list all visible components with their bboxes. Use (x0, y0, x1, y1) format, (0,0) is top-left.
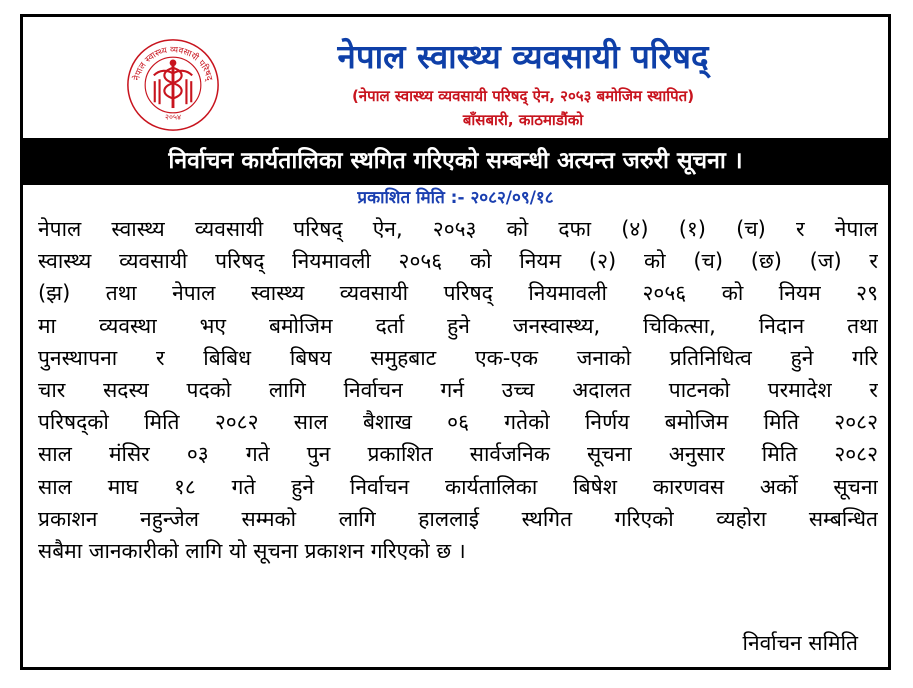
notice-body-line: नेपाल स्वास्थ्य व्यवसायी परिषद् ऐन, २०५३ को दफा (४) (१) (च) र नेपाल (38, 217, 878, 241)
notice-body-line: मा व्यवस्था भए बमोजिम दर्ता हुने जनस्वास्थ्य, चिकित्सा, निदान तथा (38, 313, 878, 338)
published-date: प्रकाशित मिति :- २०८२/०९/१८ (357, 188, 554, 208)
council-logo-icon (125, 37, 221, 133)
notice-body-line: प्रकाशन नहुन्जेल सम्मको लागि हाललाई स्थगित गरिएको व्यहोरा सम्बन्धित (38, 506, 878, 531)
notice-body-line: परिषद्को मिति २०८२ साल बैशाख ०६ गतेको निर्णय बमोजिम मिति २०८२ (38, 410, 878, 435)
signature-committee: निर्वाचन समिति (742, 631, 858, 655)
organization-name: नेपाल स्वास्थ्य व्यवसायी परिषद् (337, 37, 709, 76)
notice-body (38, 213, 878, 567)
notice-body-line: (झ) तथा नेपाल स्वास्थ्य व्यवसायी परिषद् नियमावली २०५६ को नियम २९ (38, 281, 878, 306)
organization-location: बाँसबारी, काठमाडौंको (462, 111, 584, 129)
notice-title: निर्वाचन कार्यतालिका स्थगित गरिएको सम्बन्धी अत्यन्त जरुरी सूचना । (168, 148, 743, 174)
notice-body-line: पुनस्थापना र बिबिध बिषय समुहबाट एक-एक जनाको प्रतिनिधित्व हुने गरि (38, 345, 878, 370)
notice-title-banner (23, 138, 888, 185)
notice-body-line: सबैमा जानकारीको लागि यो सूचना प्रकाशन गरिएको छ । (38, 538, 466, 563)
notice-body-line: साल माघ १८ गते हुने निर्वाचन कार्यतालिका बिषेश कारणवस अर्को सूचना (38, 474, 878, 499)
notice-body-line: स्वास्थ्य व्यवसायी परिषद् नियमावली २०५६ को नियम (२) को (च) (छ) (ज) र (38, 249, 878, 274)
notice-frame (20, 14, 891, 670)
notice-body-line: साल मंसिर ०३ गते पुन प्रकाशित सार्वजनिक सूचना अनुसार मिति २०८२ (38, 442, 878, 467)
notice-body-line: चार सदस्य पदको लागि निर्वाचन गर्न उच्च अदालत पाटनको परमादेश र (38, 377, 878, 402)
logo-year: २०५४ (165, 112, 181, 122)
organization-subtitle: (नेपाल स्वास्थ्य व्यवसायी परिषद् ऐन, २०५३ बमोजिम स्थापित) (351, 87, 695, 105)
logo-ring-text: नेपाल स्वास्थ्य व्यवसायी परिषद् (132, 45, 214, 82)
